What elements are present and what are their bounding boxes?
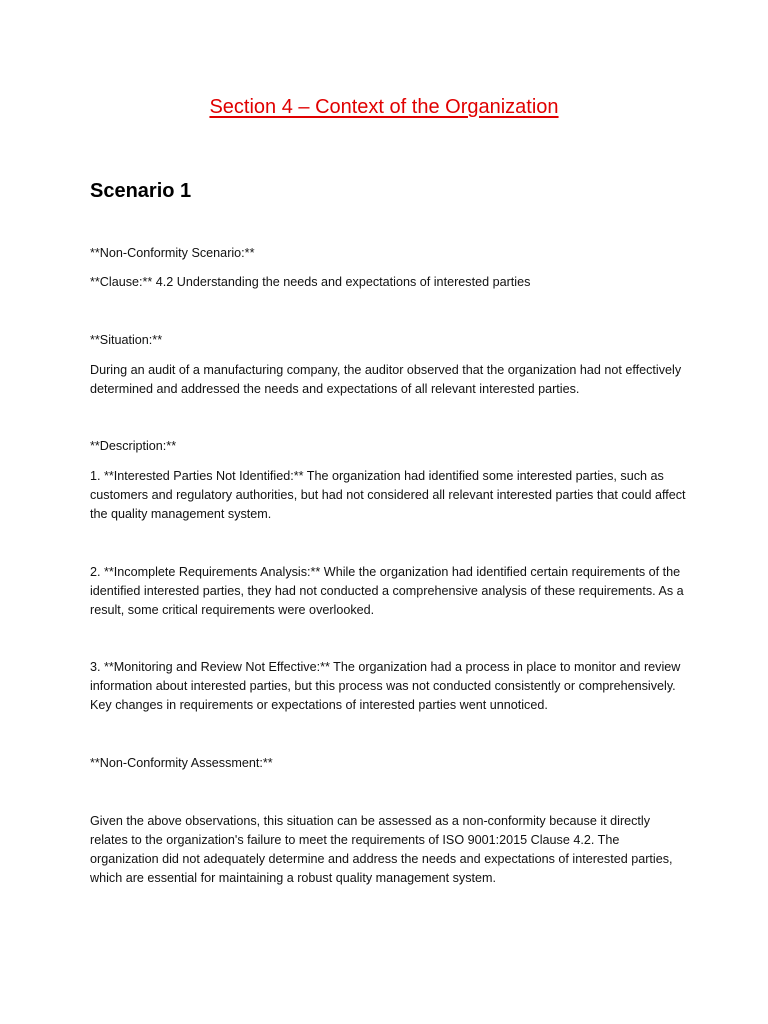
assessment-label: **Non-Conformity Assessment:** — [90, 756, 273, 770]
scenario-title: Scenario 1 — [90, 180, 192, 202]
section-heading: Section 4 – Context of the Organization — [209, 96, 559, 118]
clause-line: **Clause:** 4.2 Understanding the needs and expectations of interested parties — [90, 275, 531, 289]
assessment-paragraph: Given the above observations, this situation can be assessed as a non-conformity because it directly relates to the organization's failure to meet the requirements of ISO 9001:2015 Clause 4.2. The organization did not adequately determine and address the needs and expectations of interested parties, which are essential for maintaining a robust quality management system. — [90, 814, 673, 885]
description-label: **Description:** — [90, 439, 177, 453]
situation-paragraph: During an audit of a manufacturing company, the auditor observed that the organization had not effectively determined and addressed the needs and expectations of all relevant interested parties. — [90, 363, 682, 396]
non-conformity-scenario-label: **Non-Conformity Scenario:** — [90, 246, 255, 260]
description-item-1: 1. **Interested Parties Not Identified:** The organization had identified some interested parties, such as customers and regulatory authorities, but had not considered all relevant interested parties that could affect the quality management system. — [90, 469, 686, 521]
situation-label: **Situation:** — [90, 333, 163, 347]
description-item-3: 3. **Monitoring and Review Not Effective:** The organization had a process in place to monitor and review information about interested parties, but this process was not conducted consistently or comprehensively. Key changes in requirements or expectations of interested parties went unnoticed. — [90, 660, 681, 712]
description-item-2: 2. **Incomplete Requirements Analysis:** While the organization had identified certain requirements of the identified interested parties, they had not conducted a comprehensive analysis of these requirements. As a result, some critical requirements were overlooked. — [90, 565, 684, 617]
